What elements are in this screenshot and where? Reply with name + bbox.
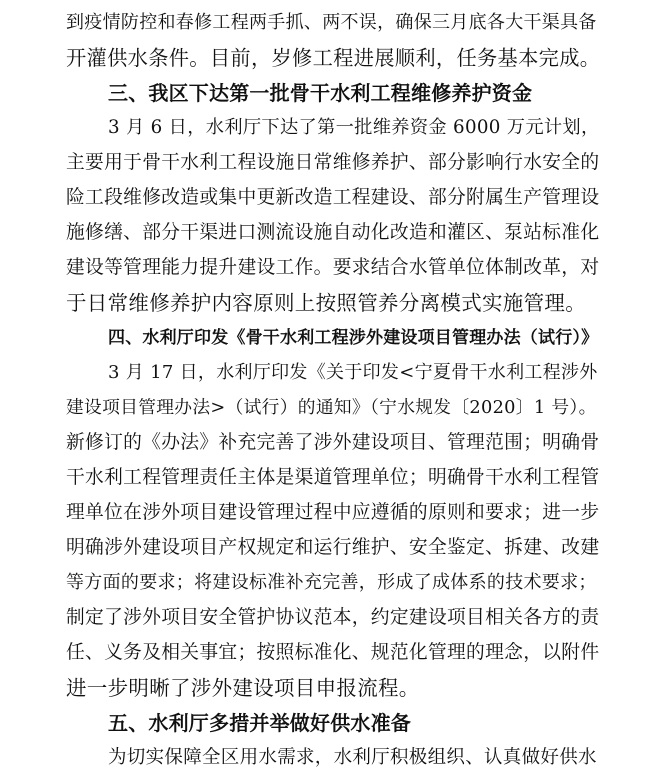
body-text-line: 为切实保障全区用水需求，水利厅积极组织、认真做好供水 xyxy=(108,747,597,768)
body-text-line: 3 月 6 日，水利厅下达了第一批维养资金 6000 万元计划， xyxy=(108,117,600,138)
body-text-line: 施修缮、部分干渠进口测流设施自动化改造和灌区、泵站标准化 xyxy=(66,222,600,243)
body-text-line: 理单位在涉外项目建设管理过程中应遵循的原则和要求；进一步 xyxy=(66,502,600,523)
body-text-line: 等方面的要求；将建设标准补充完善，形成了成体系的技术要求； xyxy=(66,572,597,593)
section-heading-5: 五、水利厅多措并举做好供水准备 xyxy=(108,711,411,735)
body-text-line: 进一步明晰了涉外建设项目申报流程。 xyxy=(66,676,420,700)
body-text-line: 于日常维修养护内容原则上按照管养分离模式实施管理。 xyxy=(66,291,586,315)
body-text-line: 明确涉外建设项目产权规定和运行维护、安全鉴定、拆建、改建 xyxy=(66,537,600,558)
section-heading-4: 四、水利厅印发《骨干水利工程涉外建设项目管理办法（试行）》 xyxy=(108,328,599,348)
body-text-line: 主要用于骨干水利工程设施日常维修养护、部分影响行水安全的 xyxy=(66,152,600,173)
body-text-line: 3 月 17 日，水利厅印发《关于印发<宁夏骨干水利工程涉外 xyxy=(108,362,598,383)
body-text-line: 到疫情防控和春修工程两手抓、两不误，确保三月底各大干渠具备 xyxy=(66,12,597,33)
body-text-line: 险工段维修改造或集中更新改造工程建设、部分附属生产管理设 xyxy=(66,187,600,208)
body-text-line: 建设等管理能力提升建设工作。要求结合水管单位体制改革，对 xyxy=(66,257,600,278)
body-text-line: 任、义务及相关事宜；按照标准化、规范化管理的理念，以附件 xyxy=(66,642,600,663)
body-text-line: 制定了涉外项目安全管护协议范本，约定建设项目相关各方的责 xyxy=(66,607,600,628)
body-text-line: 建设项目管理办法>（试行）的通知》（宁水规发〔2020〕1 号）。 xyxy=(66,398,597,418)
section-heading-3: 三、我区下达第一批骨干水利工程维修养护资金 xyxy=(108,81,533,105)
body-text-line: 干水利工程管理责任主体是渠道管理单位；明确骨干水利工程管 xyxy=(66,467,600,488)
body-text-line: 新修订的《办法》补充完善了涉外建设项目、管理范围；明确骨 xyxy=(66,432,600,453)
body-text-line: 开灌供水条件。目前，岁修工程进展顺利，任务基本完成。 xyxy=(66,46,601,70)
